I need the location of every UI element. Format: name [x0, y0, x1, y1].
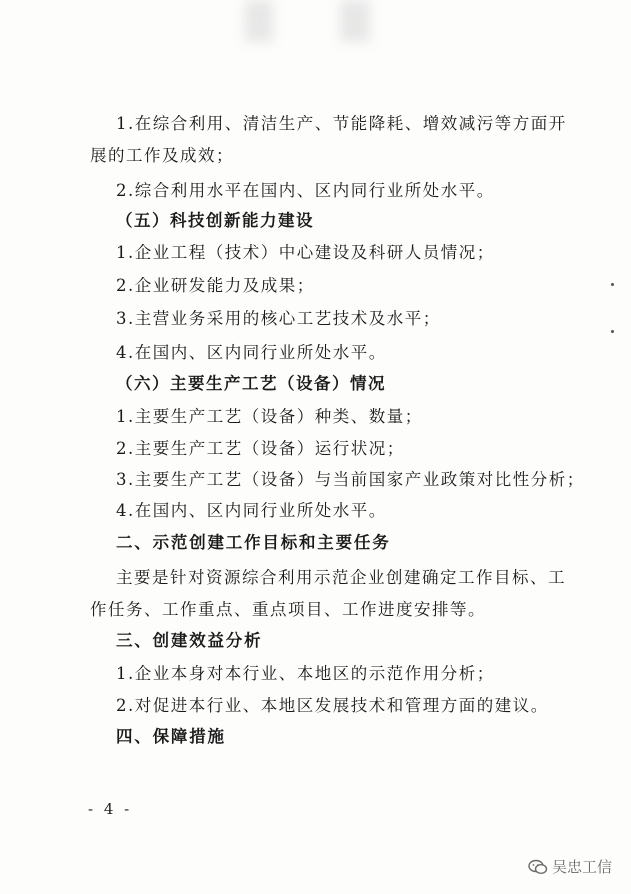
scan-speck [611, 283, 614, 286]
body-line: 2.主要生产工艺（设备）运行状况； [116, 439, 405, 458]
watermark-text: 吴忠工信 [552, 858, 613, 876]
body-line: 4.在国内、区内同行业所处水平。 [116, 501, 387, 520]
section-heading: （六）主要生产工艺（设备）情况 [116, 374, 386, 393]
chapter-heading: 三、创建效益分析 [116, 631, 263, 650]
body-line: 作任务、工作重点、重点项目、工作进度安排等。 [90, 600, 486, 619]
body-line: 4.在国内、区内同行业所处水平。 [116, 343, 387, 362]
bleed-through-mark [340, 0, 370, 42]
chapter-heading: 二、示范创建工作目标和主要任务 [116, 533, 391, 552]
body-line: 展的工作及成效； [90, 146, 234, 165]
scan-speck [611, 330, 614, 333]
bleed-through-mark [245, 0, 273, 42]
page-number: - 4 - [88, 800, 133, 818]
wechat-icon [528, 859, 548, 875]
body-line: 1.在综合利用、清洁生产、节能降耗、增效减污等方面开 [116, 114, 567, 133]
body-line: 3.主营业务采用的核心工艺技术及水平； [116, 309, 441, 328]
chapter-heading: 四、保障措施 [116, 727, 226, 746]
section-heading: （五）科技创新能力建设 [116, 211, 314, 230]
body-line: 2.综合利用水平在国内、区内同行业所处水平。 [116, 181, 495, 200]
body-line: 1.主要生产工艺（设备）种类、数量； [116, 407, 423, 426]
body-line: 主要是针对资源综合利用示范企业创建确定工作目标、工 [116, 568, 566, 587]
body-line: 2.企业研发能力及成果； [116, 276, 315, 295]
body-line: 1.企业本身对本行业、本地区的示范作用分析； [116, 664, 495, 683]
body-line: 2.对促进本行业、本地区发展技术和管理方面的建议。 [116, 696, 549, 715]
body-line: 1.企业工程（技术）中心建设及科研人员情况； [116, 243, 495, 262]
body-line: 3.主要生产工艺（设备）与当前国家产业政策对比性分析； [116, 470, 585, 489]
watermark [528, 856, 612, 877]
